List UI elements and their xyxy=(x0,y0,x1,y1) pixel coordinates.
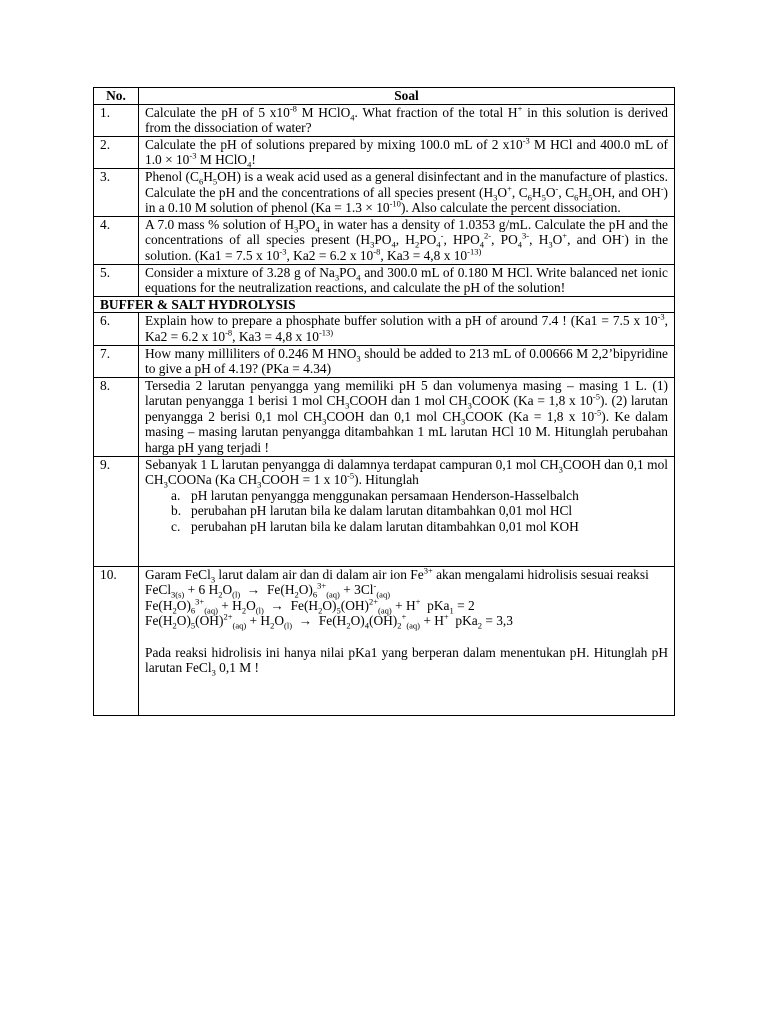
question-row xyxy=(94,104,675,136)
question-number: 10. xyxy=(94,566,139,715)
question-row xyxy=(94,216,675,264)
header-no: No. xyxy=(94,88,139,105)
list-marker: a. xyxy=(171,487,181,503)
list-item xyxy=(171,503,668,519)
question-number: 4. xyxy=(94,216,139,264)
question-text-1: Calculate the pH of 5 $x10^{-8}$ M HClO$_4$. What fraction of the total H+ in this solution is derived from the dissociation of water? xyxy=(139,104,675,136)
question-row xyxy=(94,345,675,377)
question-number: 7. xyxy=(94,345,139,377)
question-text-6: Explain how to prepare a phosphate buffer solution with a pH of around 7.4 ! (Ka1 = 7.5 x $10^{-3}$, Ka2 = 6.2 x $10^{-8}$, Ka3 = 4,8 x $10^{-13)}$ xyxy=(139,313,675,345)
list-marker: c. xyxy=(171,519,181,535)
question-row xyxy=(94,264,675,296)
section-title: BUFFER & SALT HYDROLYSIS xyxy=(94,296,675,313)
list-item-text: perubahan pH larutan bila ke dalam larutan ditambahkan 0,01 mol HCl xyxy=(191,503,573,519)
question-text-9 xyxy=(139,456,675,566)
question-row xyxy=(94,313,675,345)
reaction-equation-2: $Fe(H_2O)_6^{3+}_{(aq)} + H_2O_{(l)} \to Fe(H_2O)_5(OH)^{2+}_{(aq)} + H^+$ pKa$_1$ = 2 xyxy=(145,596,475,616)
spacer xyxy=(145,629,668,645)
question-sheet xyxy=(93,87,675,716)
question-10-intro: Garam FeCl$_3$ larut dalam air dan di dalam air ion $Fe^{3+}$ akan mengalami hidrolisis sesuai reaksi xyxy=(145,565,649,585)
list-item xyxy=(171,488,668,504)
soal-table xyxy=(93,87,675,716)
section-row xyxy=(94,296,675,313)
header-soal: Soal xyxy=(139,88,675,105)
question-9-intro: Sebanyak 1 L larutan penyangga di dalamnya terdapat campuran 0,1 mol $CH_3COOH$ dan 0,1 mol $CH_3COONa$ (Ka $CH_3COOH = 1$ x $10^{-5}$). Hitunglah xyxy=(145,456,668,490)
question-10-closing: Pada reaksi hidrolisis ini hanya nilai pKa1 yang berperan dalam menentukan pH. Hitunglah pH larutan FeCl$_3$ 0,1 M ! xyxy=(145,644,668,678)
question-row xyxy=(94,456,675,566)
question-text-3: Phenol $(C_6H_5OH)$ is a weak acid used as a general disinfectant and in the manufacture of plastics. Calculate the pH and the concentrations of all species present ($H_3O^+$, $C_6H_5O^-$, $C_6H_5OH$, and OH-) in a 0.10 M solution of phenol $(Ka = 1.3 \times 10^{-10})$. Also calculate the percent dissociation. xyxy=(139,168,675,216)
list-item-text: perubahan pH larutan bila ke dalam larutan ditambahkan 0,01 mol KOH xyxy=(191,519,579,535)
question-number: 1. xyxy=(94,104,139,136)
reaction-equation-1: FeCl$_{3(s)}$ + 6 $H_2O_{(l)} \to Fe(H_2O)_6^{3+}_{(aq)} + 3Cl^-_{(aq)}$ xyxy=(145,580,391,600)
reaction-equation-3: $Fe(H_2O)_5(OH)^{2+}_{(aq)} + H_2O_{(l)} \to Fe(H_2O)_4(OH)_2^+_{(aq)} + H^+$ pKa$_2$ = 3,3 xyxy=(145,611,513,632)
header-row xyxy=(94,88,675,105)
question-number: 5. xyxy=(94,264,139,296)
question-number: 8. xyxy=(94,377,139,456)
question-text-5: Consider a mixture of 3.28 g of $Na_3PO_4$ and 300.0 mL of 0.180 M HCl. Write balanced net ionic equations for the neutralization reactions, and calculate the pH of the solution! xyxy=(139,264,675,296)
question-9-subitems xyxy=(145,488,668,535)
question-number: 9. xyxy=(94,456,139,566)
list-item-text: pH larutan penyangga menggunakan persamaan Henderson-Hasselbalch xyxy=(191,487,579,503)
list-marker: b. xyxy=(171,503,182,519)
question-number: 2. xyxy=(94,136,139,168)
question-text-7: How many milliliters of 0.246 M $HNO_3$ should be added to 213 mL of 0.00666 M 2,2’bipyridine to give a pH of 4.19? (PKa = 4.34) xyxy=(139,345,675,377)
question-text-4: A 7.0 mass % solution of $H_3PO_4$ in water has a density of 1.0353 g/mL. Calculate the pH and the concentrations of all species present ($H_3PO_4$, $H_2PO_4^-$, $HPO_4^{2-}$, $PO_4^{3-}$, $H_3O^+$, and OH-) in the solution. (Ka1 = 7.5 x $10^{-3}$, Ka2 = 6.2 x $10^{-8}$, Ka3 = 4,8 x $10^{-13)}$ xyxy=(139,216,675,264)
question-number: 3. xyxy=(94,168,139,216)
question-row xyxy=(94,566,675,715)
list-item xyxy=(171,519,668,535)
question-row xyxy=(94,168,675,216)
question-row xyxy=(94,136,675,168)
question-text-2: Calculate the pH of solutions prepared by mixing 100.0 mL of 2 $x10^{-3}$ M HCl and 400.0 mL of $1.0 \times 10^{-3}$ M HClO$_4$! xyxy=(139,136,675,168)
question-text-8: Tersedia 2 larutan penyangga yang memiliki pH 5 dan volumenya masing – masing 1 L. (1) larutan penyangga 1 berisi 1 mol $CH_3COOH$ dan 1 mol $CH_3COOK$ (Ka = 1,8 x $10^{-5}$). (2) larutan penyangga 2 berisi 0,1 mol $CH_3COOH$ dan 0,1 mol $CH_3COOK$ (Ka = 1,8 x $10^{-5}$). Ke dalam masing – masing larutan penyangga ditambahkan 1 mL larutan HCl 10 M. Hitunglah perubahan harga pH yang terjadi ! xyxy=(139,377,675,456)
question-number: 6. xyxy=(94,313,139,345)
question-row xyxy=(94,377,675,456)
question-text-10 xyxy=(139,566,675,715)
